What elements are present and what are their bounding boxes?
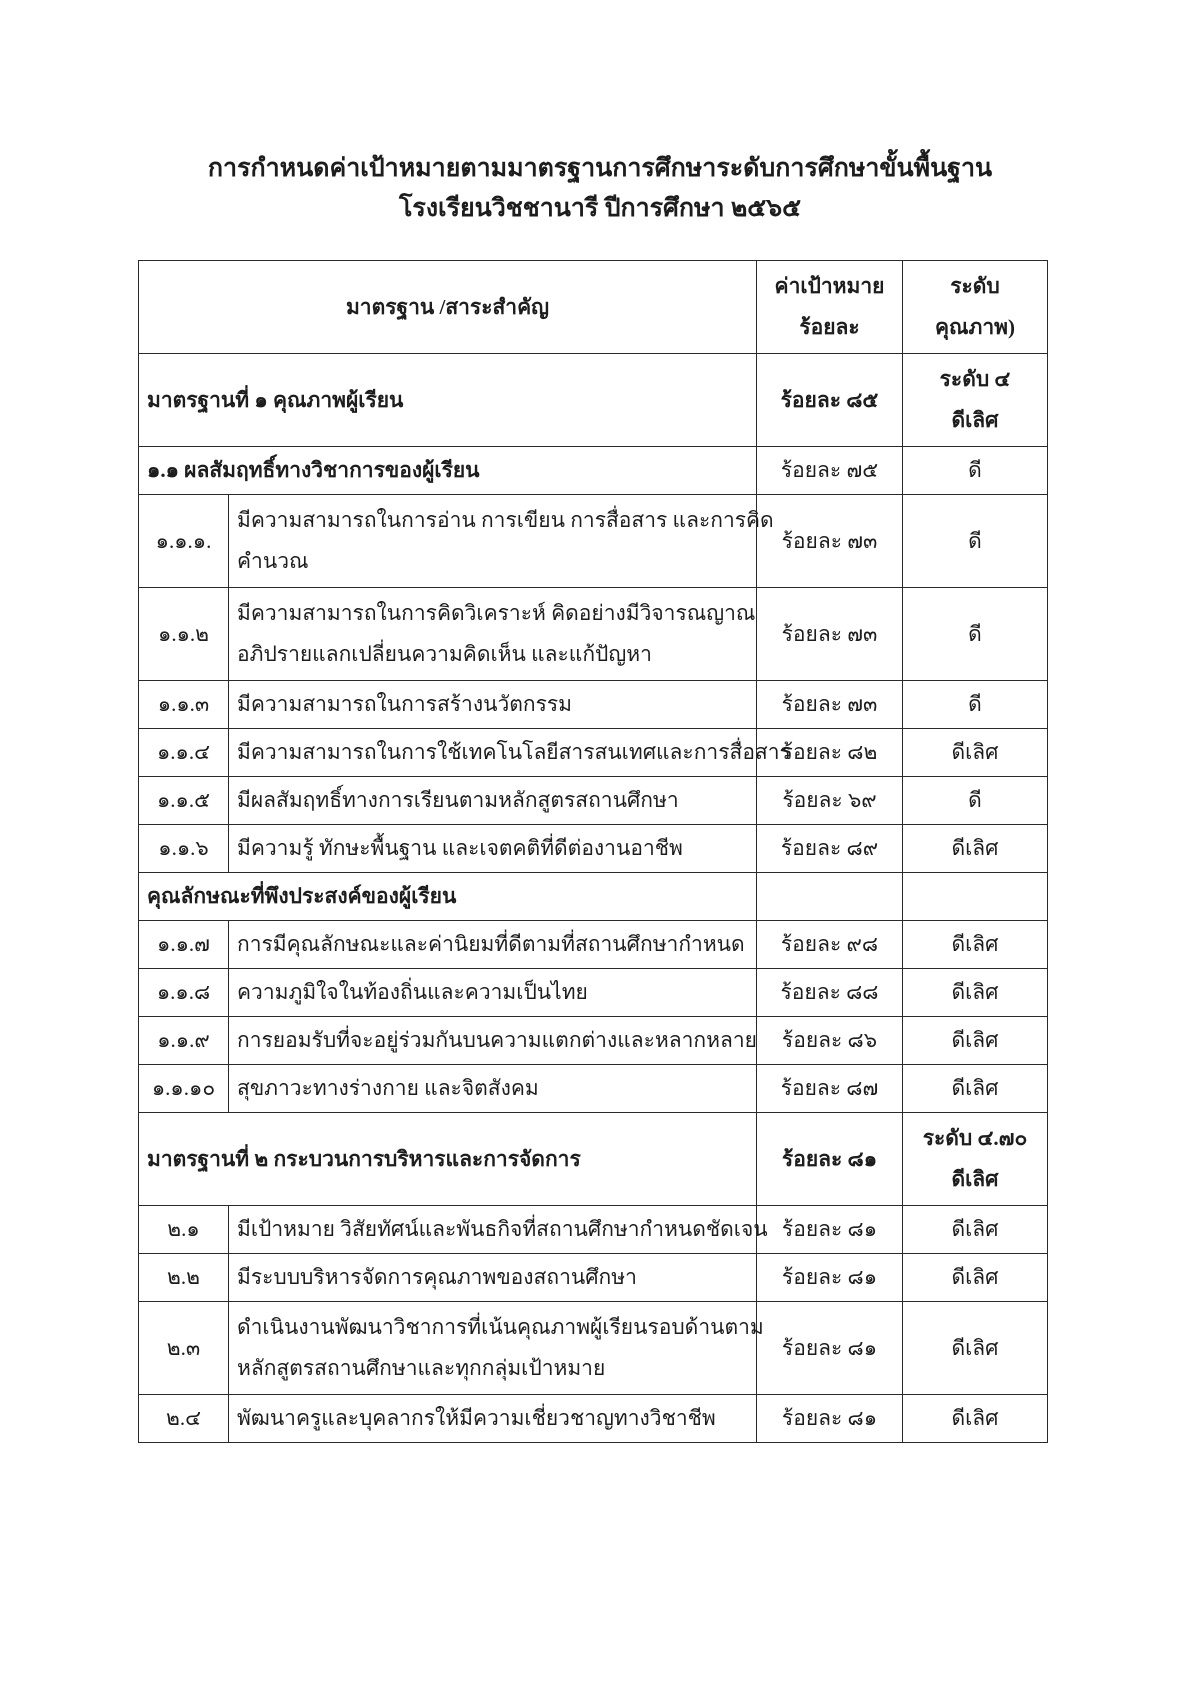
item-description <box>229 1065 757 1113</box>
item-number: ๑.๑.๕ <box>139 777 229 825</box>
quality-level <box>903 825 1048 873</box>
quality-level <box>903 1065 1048 1113</box>
item-number: ๑.๑.๑๐ <box>139 1065 229 1113</box>
table-row <box>139 729 1048 777</box>
item-description <box>229 1395 757 1443</box>
quality-level-line: ดีเลิศ <box>951 740 999 765</box>
item-description <box>229 1017 757 1065</box>
item-number: ๒.๑ <box>139 1206 229 1254</box>
item-description-line: สุขภาวะทางร่างกาย และจิตสังคม <box>237 1076 539 1101</box>
item-number: ๑.๑.๖ <box>139 825 229 873</box>
table-row <box>139 1206 1048 1254</box>
target-percent: ร้อยละ ๘๘ <box>757 969 903 1017</box>
item-description-line: มีผลสัมฤทธิ์ทางการเรียนตามหลักสูตรสถานศึกษา <box>237 788 679 813</box>
quality-level <box>903 447 1048 495</box>
quality-level <box>903 1206 1048 1254</box>
section-label: ๑.๑ ผลสัมฤทธิ์ทางวิชาการของผู้เรียน <box>139 447 757 495</box>
quality-level-line: ดีเลิศ <box>951 1076 999 1101</box>
quality-level <box>903 1017 1048 1065</box>
quality-level-line: ดี <box>968 458 982 483</box>
section-row <box>139 447 1048 495</box>
target-percent: ร้อยละ ๘๑ <box>757 1254 903 1302</box>
quality-level-line: ดี <box>968 528 982 553</box>
table-row <box>139 969 1048 1017</box>
section-label: คุณลักษณะที่พึงประสงค์ของผู้เรียน <box>139 873 757 921</box>
quality-level-line: ดี <box>968 621 982 646</box>
quality-level <box>903 1113 1048 1206</box>
item-description-line: มีความรู้ ทักษะพื้นฐาน และเจตคติที่ดีต่องานอาชีพ <box>237 836 683 861</box>
item-description-line: ดำเนินงานพัฒนาวิชาการที่เน้นคุณภาพผู้เรียนรอบด้านตาม <box>237 1315 764 1340</box>
table-row <box>139 495 1048 588</box>
header-level <box>903 261 1048 354</box>
quality-level-line: ดีเลิศ <box>951 1167 999 1191</box>
item-number: ๑.๑.๗ <box>139 921 229 969</box>
document-title-line-2: โรงเรียนวิชชานารี ปีการศึกษา ๒๕๖๕ <box>398 195 802 222</box>
target-percent: ร้อยละ ๘๕ <box>757 354 903 447</box>
item-number: ๑.๑.๒ <box>139 588 229 681</box>
item-description-line: มีเป้าหมาย วิสัยทัศน์และพันธกิจที่สถานศึกษากำหนดชัดเจน <box>237 1217 768 1242</box>
item-number: ๑.๑.๔ <box>139 729 229 777</box>
item-description <box>229 825 757 873</box>
standard-label: มาตรฐานที่ ๒ กระบวนการบริหารและการจัดการ <box>139 1113 757 1206</box>
quality-level-line: ดี <box>968 788 982 813</box>
table-row <box>139 681 1048 729</box>
target-percent: ร้อยละ ๘๗ <box>757 1065 903 1113</box>
item-description-line: อภิปรายแลกเปลี่ยนความคิดเห็น และแก้ปัญหา <box>237 642 652 666</box>
quality-level-line: ดีเลิศ <box>951 1217 999 1242</box>
table-row <box>139 1065 1048 1113</box>
item-description <box>229 921 757 969</box>
target-percent: ร้อยละ ๘๒ <box>757 729 903 777</box>
item-number: ๑.๑.๙ <box>139 1017 229 1065</box>
quality-level-line: ดีเลิศ <box>951 1028 999 1053</box>
section-row <box>139 873 1048 921</box>
item-description <box>229 588 757 681</box>
header-target-line: ร้อยละ <box>799 315 860 339</box>
target-percent: ร้อยละ ๗๕ <box>757 447 903 495</box>
standard-label: มาตรฐานที่ ๑ คุณภาพผู้เรียน <box>139 354 757 447</box>
quality-level-line: ดีเลิศ <box>951 980 999 1005</box>
quality-level <box>903 495 1048 588</box>
table-row <box>139 777 1048 825</box>
quality-level <box>903 777 1048 825</box>
target-percent: ร้อยละ ๘๙ <box>757 825 903 873</box>
table-row <box>139 1395 1048 1443</box>
table-row <box>139 825 1048 873</box>
standard-row <box>139 1113 1048 1206</box>
item-description <box>229 729 791 777</box>
quality-level <box>903 921 1048 969</box>
table-body <box>139 354 1048 1443</box>
quality-level-line: ดีเลิศ <box>951 1406 999 1431</box>
target-percent: ร้อยละ ๘๑ <box>757 1302 903 1395</box>
item-number: ๑.๑.๘ <box>139 969 229 1017</box>
header-target <box>757 261 903 354</box>
target-percent: ร้อยละ ๘๑ <box>757 1395 903 1443</box>
quality-level <box>903 873 1048 921</box>
quality-level <box>903 1302 1048 1395</box>
quality-level-line: ดี <box>968 692 982 717</box>
quality-level-line: ระดับ ๔.๗๐ <box>922 1126 1028 1151</box>
item-description-line: คำนวณ <box>237 549 309 573</box>
item-description-line: หลักสูตรสถานศึกษาและทุกกลุ่มเป้าหมาย <box>237 1356 606 1380</box>
target-percent: ร้อยละ ๘๑ <box>757 1206 903 1254</box>
quality-level <box>903 1254 1048 1302</box>
header-standard: มาตรฐาน /สาระสำคัญ <box>139 261 757 354</box>
quality-level-line: ดีเลิศ <box>951 1335 999 1360</box>
quality-level-line: ดีเลิศ <box>951 932 999 957</box>
table-header-row <box>139 261 1048 354</box>
quality-level <box>903 1395 1048 1443</box>
target-percent: ร้อยละ ๘๖ <box>757 1017 903 1065</box>
item-number: ๒.๓ <box>139 1302 229 1395</box>
item-description-line: การยอมรับที่จะอยู่ร่วมกันบนความแตกต่างและหลากหลาย <box>237 1028 757 1053</box>
item-description <box>229 969 757 1017</box>
target-percent: ร้อยละ ๙๘ <box>757 921 903 969</box>
target-percent: ร้อยละ ๗๓ <box>757 681 903 729</box>
table-row <box>139 1254 1048 1302</box>
item-description-line: การมีคุณลักษณะและค่านิยมที่ดีตามที่สถานศึกษากำหนด <box>237 932 745 957</box>
target-percent: ร้อยละ ๘๑ <box>757 1113 903 1206</box>
quality-level <box>903 354 1048 447</box>
item-description-line: มีความสามารถในการอ่าน การเขียน การสื่อสาร และการคิด <box>237 508 774 533</box>
item-description-line: มีความสามารถในการคิดวิเคราะห์ คิดอย่างมีวิจารณญาณ <box>237 601 756 626</box>
standard-row <box>139 354 1048 447</box>
item-description <box>229 777 757 825</box>
quality-level-line: ดีเลิศ <box>951 836 999 861</box>
item-number: ๒.๔ <box>139 1395 229 1443</box>
quality-level-line: ดีเลิศ <box>951 408 999 432</box>
document-title-line-1: การกำหนดค่าเป้าหมายตามมาตรฐานการศึกษาระดับการศึกษาขั้นพื้นฐาน <box>207 155 993 182</box>
item-number: ๒.๒ <box>139 1254 229 1302</box>
item-description-line: มีระบบบริหารจัดการคุณภาพของสถานศึกษา <box>237 1265 637 1290</box>
header-target-line: ค่าเป้าหมาย <box>774 274 885 299</box>
header-level-line: คุณภาพ) <box>934 315 1015 339</box>
item-description-line: มีความสามารถในการสร้างนวัตกรรม <box>237 692 572 717</box>
table-row <box>139 1017 1048 1065</box>
target-percent: ร้อยละ ๗๓ <box>757 588 903 681</box>
target-percent: ร้อยละ ๗๓ <box>757 495 903 588</box>
quality-level <box>903 969 1048 1017</box>
targets-table <box>138 260 1048 1443</box>
table-row <box>139 1302 1048 1395</box>
item-description <box>229 1206 768 1254</box>
item-description-line: ความภูมิใจในท้องถิ่นและความเป็นไทย <box>237 980 588 1005</box>
item-description <box>229 495 774 588</box>
item-description <box>229 1302 764 1395</box>
item-description-line: พัฒนาครูและบุคลากรให้มีความเชี่ยวชาญทางวิชาชีพ <box>237 1406 716 1431</box>
target-percent: ร้อยละ ๖๙ <box>757 777 903 825</box>
quality-level-line: ดีเลิศ <box>951 1265 999 1290</box>
header-level-line: ระดับ <box>950 274 1000 299</box>
item-number: ๑.๑.๑. <box>139 495 229 588</box>
target-percent <box>757 873 903 921</box>
quality-level-line: ระดับ ๔ <box>939 367 1011 392</box>
table-row <box>139 921 1048 969</box>
item-description-line: มีความสามารถในการใช้เทคโนโลยีสารสนเทศและการสื่อสาร <box>237 740 791 765</box>
table-row <box>139 588 1048 681</box>
item-description <box>229 1254 757 1302</box>
quality-level <box>903 729 1048 777</box>
item-number: ๑.๑.๓ <box>139 681 229 729</box>
quality-level <box>903 681 1048 729</box>
quality-level <box>903 588 1048 681</box>
item-description <box>229 681 757 729</box>
